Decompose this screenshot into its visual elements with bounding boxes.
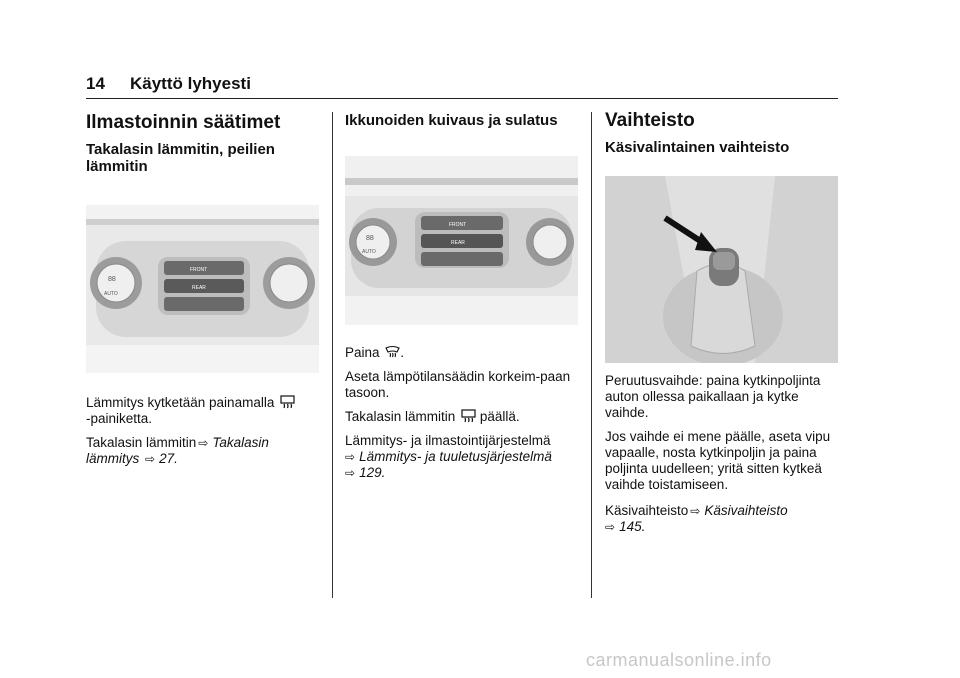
subheading-manual-transmission: Käsivalintainen vaihteisto (605, 138, 790, 156)
column-2-text (345, 345, 580, 481)
paragraph-gear-not-engaging: Jos vaihde ei mene päälle, aseta vipu vapaalle, nosta kytkinpoljin ja paina poljinta uudelleen; yritä sitten kytkeä vaihde toistamiseen. (605, 429, 831, 492)
page-ref-arrow-icon-3: ⇨ (605, 520, 616, 534)
front-defrost-icon (385, 345, 400, 359)
text-activation: Lämmitys kytketään painamalla (86, 395, 275, 410)
link-rear-window-heater[interactable]: Takalasin lämmitys (86, 435, 269, 466)
rear-label: REAR (192, 285, 206, 291)
rear-label-2: REAR (451, 240, 465, 246)
column-divider-1 (332, 112, 333, 598)
text-manual-transmission: Käsivaihteisto (605, 503, 689, 518)
page-ref-2[interactable]: 129 (359, 465, 382, 480)
rear-defrost-icon-2 (461, 409, 476, 423)
text-rear-window-heater: Takalasin lämmitin (86, 435, 197, 450)
text-rear-window-heater-2: Takalasin lämmitin (345, 409, 456, 424)
text-on: päällä. (479, 409, 520, 424)
link-manual-transmission[interactable]: Käsivaihteisto (704, 503, 788, 518)
climate-panel-photo-2 (345, 156, 578, 325)
column-3 (605, 108, 840, 156)
climate-panel-illustration-2 (345, 156, 578, 325)
paragraph-reverse-gear: Peruutusvaihde: paina kytkinpoljinta auton ollessa paikallaan ja kytke vaihde. (605, 373, 821, 420)
gear-shifter-photo (605, 176, 838, 363)
header-rule (86, 98, 838, 99)
front-label-2: FRONT (449, 222, 467, 228)
gear-shifter-illustration (605, 176, 838, 363)
reference-arrow-icon: ⇨ (198, 436, 209, 450)
temp-readout-2: 88 (366, 235, 374, 242)
link-ventilation-system[interactable]: Lämmitys- ja tuuletusjärjestelmä (359, 449, 552, 464)
watermark: carmanualsonline.info (586, 650, 772, 670)
subheading-rear-window-heater: Takalasin lämmitin, peilien lämmitin (86, 140, 275, 176)
page-ref-3[interactable]: 145 (619, 519, 642, 534)
page-ref-arrow-icon-2: ⇨ (345, 466, 356, 480)
page-ref-arrow-icon: ⇨ (145, 452, 156, 466)
text-climate-system: Lämmitys- ja ilmastointijärjestelmä (345, 433, 551, 448)
column-1 (86, 108, 322, 175)
text-press: Paina (345, 345, 380, 360)
paragraph-heater-reference: Takalasin lämmitin ⇨ Takalasin lämmitys ⇨ 27. (86, 435, 269, 466)
paragraph-press: Paina . (345, 345, 405, 360)
column-1-text (86, 395, 322, 467)
text-button-suffix: -painiketta. (86, 411, 153, 426)
heading-defrost: Ikkunoiden kuivaus ja sulatus (345, 112, 558, 129)
front-label: FRONT (190, 267, 208, 273)
climate-panel-illustration (86, 205, 319, 373)
reference-arrow-icon-3: ⇨ (690, 504, 701, 518)
climate-panel-photo-1 (86, 205, 319, 373)
column-divider-2 (591, 112, 592, 598)
column-2 (345, 108, 580, 129)
paragraph-set-temperature: Aseta lämpötilansäädin korkeim-paan tasoon. (345, 369, 571, 400)
paragraph-heater-activation (86, 395, 322, 427)
page-number: 14 (86, 74, 105, 93)
heading-transmission: Vaihteisto (605, 110, 695, 131)
auto-label: AUTO (104, 291, 118, 297)
heading-climate-controls: Ilmastoinnin säätimet (86, 112, 281, 133)
paragraph-manual-transmission-reference: Käsivaihteisto ⇨ Käsivaihteisto ⇨ 145. (605, 503, 788, 534)
reference-arrow-icon-2: ⇨ (345, 450, 356, 464)
page-header (86, 74, 251, 94)
paragraph-climate-system-reference: Lämmitys- ja ilmastointijärjestelmä ⇨ Lämmitys- ja tuuletusjärjestelmä ⇨ 129. (345, 433, 552, 480)
section-title: Käyttö lyhyesti (130, 74, 251, 93)
page-ref[interactable]: 27 (159, 451, 175, 466)
column-3-text (605, 373, 841, 535)
paragraph-rear-heater-on (345, 409, 580, 425)
rear-defrost-icon (280, 395, 295, 409)
temp-readout: 88 (108, 276, 116, 283)
auto-label-2: AUTO (362, 249, 376, 255)
